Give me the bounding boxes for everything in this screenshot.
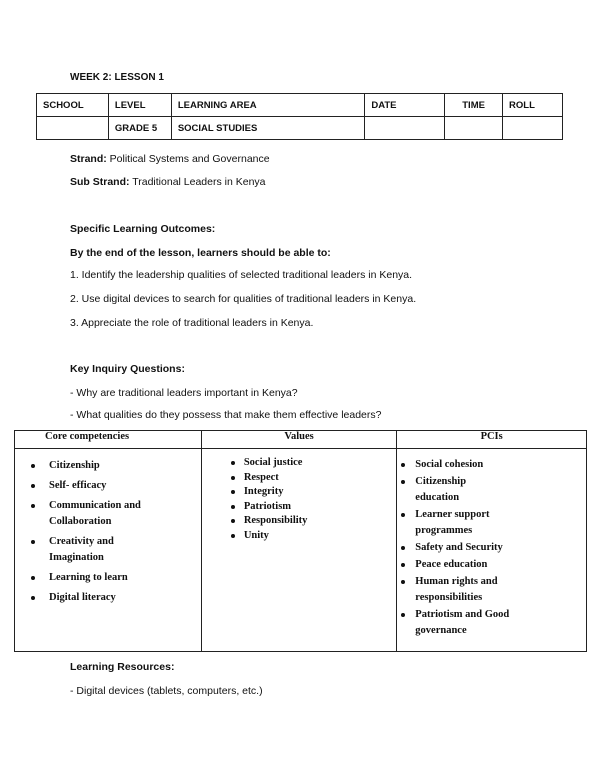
list-item: Safety and Security: [415, 540, 586, 556]
outcome-item: 1. Identify the leadership qualities of selected traditional leaders in Kenya.: [70, 269, 413, 281]
header-roll: ROLL: [503, 94, 563, 117]
resources-title: Learning Resources:: [70, 661, 175, 673]
list-item: Citizenship: [49, 458, 201, 474]
list-item: Peace education: [415, 557, 586, 573]
strand-value: Political Systems and Governance: [109, 153, 270, 165]
lesson-heading: WEEK 2: LESSON 1: [70, 72, 164, 83]
list-item: Patriotism: [244, 500, 396, 515]
value-date: [365, 117, 445, 140]
resource-item: - Digital devices (tablets, computers, etc.): [70, 685, 263, 697]
competencies-body-row: [15, 449, 587, 652]
header-pcis: PCIs: [397, 431, 587, 449]
competencies-table: [14, 430, 587, 652]
inquiry-item: - Why are traditional leaders important in Kenya?: [70, 387, 298, 399]
list-item: Human rights and responsibilities: [415, 574, 525, 606]
list-item: Responsibility: [244, 514, 396, 529]
pcis-list: [397, 449, 586, 639]
list-item: Learner support programmes: [415, 507, 530, 539]
value-time: [445, 117, 503, 140]
list-item: Social justice: [244, 456, 396, 471]
core-competencies-cell: [15, 449, 202, 652]
info-value-row: [37, 117, 563, 140]
lesson-info-table: [36, 93, 563, 140]
list-item: Respect: [244, 471, 396, 486]
inquiry-item: - What qualities do they possess that make them effective leaders?: [70, 409, 382, 421]
header-date: DATE: [365, 94, 445, 117]
sub-strand-value: Traditional Leaders in Kenya: [132, 176, 266, 188]
sub-strand-line: [70, 176, 266, 188]
list-item: Citizenship education: [415, 474, 505, 506]
list-item: Communication and Collaboration: [49, 498, 169, 530]
outcome-item: 3. Appreciate the role of traditional leaders in Kenya.: [70, 317, 314, 329]
strand-line: [70, 153, 270, 165]
header-level: LEVEL: [108, 94, 171, 117]
pcis-cell: [397, 449, 587, 652]
value-learning-area: SOCIAL STUDIES: [171, 117, 365, 140]
strand-label: Strand:: [70, 153, 107, 165]
list-item: Integrity: [244, 485, 396, 500]
list-item: Unity: [244, 529, 396, 544]
header-school: SCHOOL: [37, 94, 109, 117]
values-list: [202, 449, 396, 543]
header-learning-area: LEARNING AREA: [171, 94, 365, 117]
value-level: GRADE 5: [108, 117, 171, 140]
outcomes-title: Specific Learning Outcomes:: [70, 223, 216, 235]
header-values: Values: [201, 431, 396, 449]
outcome-item: 2. Use digital devices to search for qualities of traditional leaders in Kenya.: [70, 293, 417, 305]
core-competencies-list: [15, 449, 201, 606]
competencies-header-row: [15, 431, 587, 449]
sub-strand-label: Sub Strand:: [70, 176, 130, 188]
info-header-row: [37, 94, 563, 117]
header-time: TIME: [445, 94, 503, 117]
outcomes-intro: By the end of the lesson, learners should be able to:: [70, 247, 331, 259]
value-roll: [503, 117, 563, 140]
list-item: Social cohesion: [415, 457, 586, 473]
list-item: Patriotism and Good governance: [415, 607, 510, 639]
list-item: Creativity and Imagination: [49, 534, 149, 566]
list-item: Learning to learn: [49, 570, 201, 586]
list-item: Self- efficacy: [49, 478, 201, 494]
inquiry-title: Key Inquiry Questions:: [70, 363, 185, 375]
value-school: [37, 117, 109, 140]
list-item: Digital literacy: [49, 590, 201, 606]
values-cell: [201, 449, 396, 652]
header-core-competencies: Core competencies: [15, 431, 202, 449]
